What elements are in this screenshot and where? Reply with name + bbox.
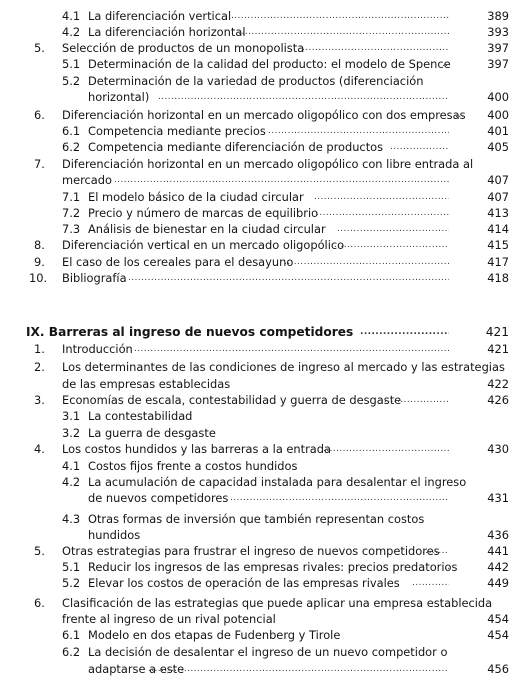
entry-number: 8. bbox=[34, 238, 45, 252]
toc-entry bbox=[0, 107, 519, 123]
dot-leader bbox=[235, 24, 449, 40]
toc-entry bbox=[0, 56, 519, 72]
entry-number: 4.1 bbox=[62, 459, 81, 473]
toc-entry bbox=[0, 221, 519, 237]
entry-title: Reducir los ingresos de las empresas rivales: precios predatorios bbox=[88, 560, 458, 574]
dot-leader bbox=[158, 89, 449, 105]
toc-entry bbox=[0, 8, 519, 24]
page-number: 436 bbox=[487, 528, 509, 542]
entry-title: Otras formas de inversión que también representan costos bbox=[88, 512, 425, 526]
entry-number: 5. bbox=[34, 41, 45, 55]
entry-title: Modelo en dos etapas de Fudenberg y Tirole bbox=[88, 628, 341, 642]
toc-entry bbox=[0, 156, 519, 172]
entry-number: 6.2 bbox=[62, 645, 81, 659]
dot-leader bbox=[360, 324, 449, 340]
page-number: 442 bbox=[487, 560, 509, 574]
page-number: 407 bbox=[487, 190, 509, 204]
entry-number: 7. bbox=[34, 157, 45, 171]
entry-title: La decisión de desalentar el ingreso de un nuevo competidor o bbox=[88, 645, 448, 659]
page-number: 393 bbox=[487, 25, 509, 39]
entry-title: El modelo básico de la ciudad circular bbox=[88, 190, 304, 204]
entry-title: hundidos bbox=[88, 528, 141, 542]
toc-entry bbox=[0, 24, 519, 40]
toc-entry bbox=[0, 458, 519, 474]
toc-entry-continuation bbox=[0, 490, 519, 506]
toc-entry bbox=[0, 139, 519, 155]
page-number: 431 bbox=[487, 491, 509, 505]
entry-title: frente al ingreso de un rival potencial bbox=[62, 612, 276, 626]
toc-entry bbox=[0, 73, 519, 89]
entry-number: 4.2 bbox=[62, 25, 81, 39]
dot-leader bbox=[134, 341, 449, 357]
entry-number: 5. bbox=[34, 544, 45, 558]
entry-number: 3. bbox=[34, 393, 45, 407]
entry-number: 6. bbox=[34, 596, 45, 610]
entry-number: 4. bbox=[34, 442, 45, 456]
entry-title: Diferenciación horizontal en un mercado oligopólico con dos empresas bbox=[62, 108, 466, 122]
entry-title: La diferenciación horizontal bbox=[88, 25, 246, 39]
toc-entry-continuation bbox=[0, 172, 519, 188]
dot-leader bbox=[412, 575, 449, 591]
toc-entry-continuation bbox=[0, 89, 519, 105]
dot-leader bbox=[442, 56, 449, 72]
toc-entry-continuation bbox=[0, 376, 519, 392]
chapter-heading bbox=[0, 324, 519, 340]
toc-entry bbox=[0, 359, 519, 375]
entry-title: Análisis de bienestar en la ciudad circular bbox=[88, 222, 326, 236]
entry-number: 6. bbox=[34, 108, 45, 122]
dot-leader bbox=[114, 172, 449, 188]
toc-entry bbox=[0, 270, 519, 286]
toc-entry bbox=[0, 627, 519, 643]
dot-leader bbox=[337, 221, 449, 237]
entry-title: Selección de productos de un monopolista bbox=[62, 41, 305, 55]
dot-leader bbox=[230, 490, 449, 506]
dot-leader bbox=[334, 237, 449, 253]
dot-leader bbox=[384, 392, 449, 408]
toc-entry bbox=[0, 441, 519, 457]
dot-leader bbox=[128, 270, 449, 286]
toc-entry bbox=[0, 408, 519, 424]
toc-entry-continuation bbox=[0, 527, 519, 543]
toc-entry-continuation bbox=[0, 661, 519, 677]
entry-number: 1. bbox=[34, 342, 45, 356]
entry-title: Determinación de la variedad de productos (diferenciación bbox=[88, 74, 424, 88]
toc-entry bbox=[0, 543, 519, 559]
page-number: 397 bbox=[487, 57, 509, 71]
entry-number: 5.1 bbox=[62, 57, 81, 71]
entry-title: Costos fijos frente a costos hundidos bbox=[88, 459, 298, 473]
dot-leader bbox=[390, 139, 449, 155]
page-number: 397 bbox=[487, 41, 509, 55]
dot-leader bbox=[268, 123, 449, 139]
dot-leader bbox=[302, 40, 449, 56]
toc-entry bbox=[0, 559, 519, 575]
entry-number: 5.2 bbox=[62, 74, 81, 88]
dot-leader bbox=[231, 8, 449, 24]
entry-title: horizontal) bbox=[88, 90, 150, 104]
entry-title: La guerra de desgaste bbox=[88, 426, 216, 440]
page-number: 454 bbox=[487, 612, 509, 626]
entry-number: 7.3 bbox=[62, 222, 81, 236]
entry-title: Elevar los costos de operación de las empresas rivales bbox=[88, 576, 400, 590]
entry-title: de nuevos competidores bbox=[88, 491, 229, 505]
entry-title: Clasificación de las estrategias que puede aplicar una empresa establecida bbox=[62, 596, 493, 610]
toc-entry bbox=[0, 341, 519, 357]
entry-title: adaptarse a este bbox=[88, 662, 185, 676]
page-number: 400 bbox=[487, 108, 509, 122]
entry-title: La contestabilidad bbox=[88, 409, 193, 423]
page-number: 405 bbox=[487, 140, 509, 154]
page-number: 401 bbox=[487, 124, 509, 138]
page-number: 421 bbox=[485, 325, 509, 339]
page-number: 400 bbox=[487, 90, 509, 104]
entry-number: 4.3 bbox=[62, 512, 81, 526]
dot-leader bbox=[148, 661, 449, 677]
toc-entry bbox=[0, 392, 519, 408]
dot-leader bbox=[444, 559, 449, 575]
entry-title: La diferenciación vertical bbox=[88, 9, 232, 23]
toc-entry bbox=[0, 254, 519, 270]
entry-title: La acumulación de capacidad instalada para desalentar el ingreso bbox=[88, 475, 467, 489]
entry-title: Competencia mediante diferenciación de productos bbox=[88, 140, 384, 154]
toc-entry bbox=[0, 474, 519, 490]
dot-leader bbox=[314, 189, 449, 205]
page-number: 415 bbox=[487, 238, 509, 252]
entry-number: 3.1 bbox=[62, 409, 81, 423]
entry-number: 10. bbox=[29, 271, 48, 285]
page-number: 389 bbox=[487, 9, 509, 23]
page-number: 414 bbox=[487, 222, 509, 236]
chapter-title: IX. Barreras al ingreso de nuevos competidores bbox=[26, 325, 354, 339]
toc-entry bbox=[0, 237, 519, 253]
toc-entry bbox=[0, 205, 519, 221]
entry-title: Determinación de la calidad del producto: el modelo de Spence bbox=[88, 57, 451, 71]
entry-number: 3.2 bbox=[62, 426, 81, 440]
dot-leader bbox=[323, 441, 449, 457]
toc-entry bbox=[0, 123, 519, 139]
page-number: 413 bbox=[487, 206, 509, 220]
page-number: 441 bbox=[487, 544, 509, 558]
entry-title: mercado bbox=[62, 173, 112, 187]
dot-leader bbox=[284, 254, 449, 270]
entry-title: Diferenciación vertical en un mercado oligopólico bbox=[62, 238, 345, 252]
page-number: 417 bbox=[487, 255, 509, 269]
page-number: 426 bbox=[487, 393, 509, 407]
entry-title: El caso de los cereales para el desayuno bbox=[62, 255, 294, 269]
dot-leader bbox=[316, 205, 449, 221]
entry-number: 5.1 bbox=[62, 560, 81, 574]
entry-number: 5.2 bbox=[62, 576, 81, 590]
entry-number: 6.1 bbox=[62, 628, 81, 642]
entry-number: 7.2 bbox=[62, 206, 81, 220]
toc-entry bbox=[0, 511, 519, 527]
page-number: 454 bbox=[487, 628, 509, 642]
toc-entry-continuation bbox=[0, 611, 519, 627]
entry-number: 4.1 bbox=[62, 9, 81, 23]
entry-number: 6.2 bbox=[62, 140, 81, 154]
page-number: 422 bbox=[487, 377, 509, 391]
toc-entry bbox=[0, 644, 519, 660]
entry-title: Diferenciación horizontal en un mercado oligopólico con libre entrada al bbox=[62, 157, 474, 171]
page-number: 421 bbox=[487, 342, 509, 356]
entry-title: de las empresas establecidas bbox=[62, 377, 231, 391]
entry-number: 7.1 bbox=[62, 190, 81, 204]
toc-entry bbox=[0, 575, 519, 591]
entry-title: Introducción bbox=[62, 342, 133, 356]
entry-title: Economías de escala, contestabilidad y guerra de desgaste bbox=[62, 393, 402, 407]
page-number: 449 bbox=[487, 576, 509, 590]
entry-title: Competencia mediante precios bbox=[88, 124, 266, 138]
entry-title: Otras estrategias para frustrar el ingreso de nuevos competidores bbox=[62, 544, 440, 558]
entry-title: Los costos hundidos y las barreras a la entrada bbox=[62, 442, 331, 456]
toc-entry bbox=[0, 425, 519, 441]
page-number: 456 bbox=[487, 662, 509, 676]
page-number: 430 bbox=[487, 442, 509, 456]
dot-leader bbox=[422, 543, 449, 559]
entry-number: 4.2 bbox=[62, 475, 81, 489]
entry-title: Bibliografía bbox=[62, 271, 127, 285]
toc-entry bbox=[0, 595, 519, 611]
toc-entry bbox=[0, 40, 519, 56]
entry-number: 9. bbox=[34, 255, 45, 269]
entry-title: Los determinantes de las condiciones de ingreso al mercado y las estrategias bbox=[62, 360, 505, 374]
page-number: 418 bbox=[487, 271, 509, 285]
entry-number: 2. bbox=[34, 360, 45, 374]
entry-number: 6.1 bbox=[62, 124, 81, 138]
toc-entry bbox=[0, 189, 519, 205]
page-number: 407 bbox=[487, 173, 509, 187]
entry-title: Precio y número de marcas de equilibrio bbox=[88, 206, 319, 220]
